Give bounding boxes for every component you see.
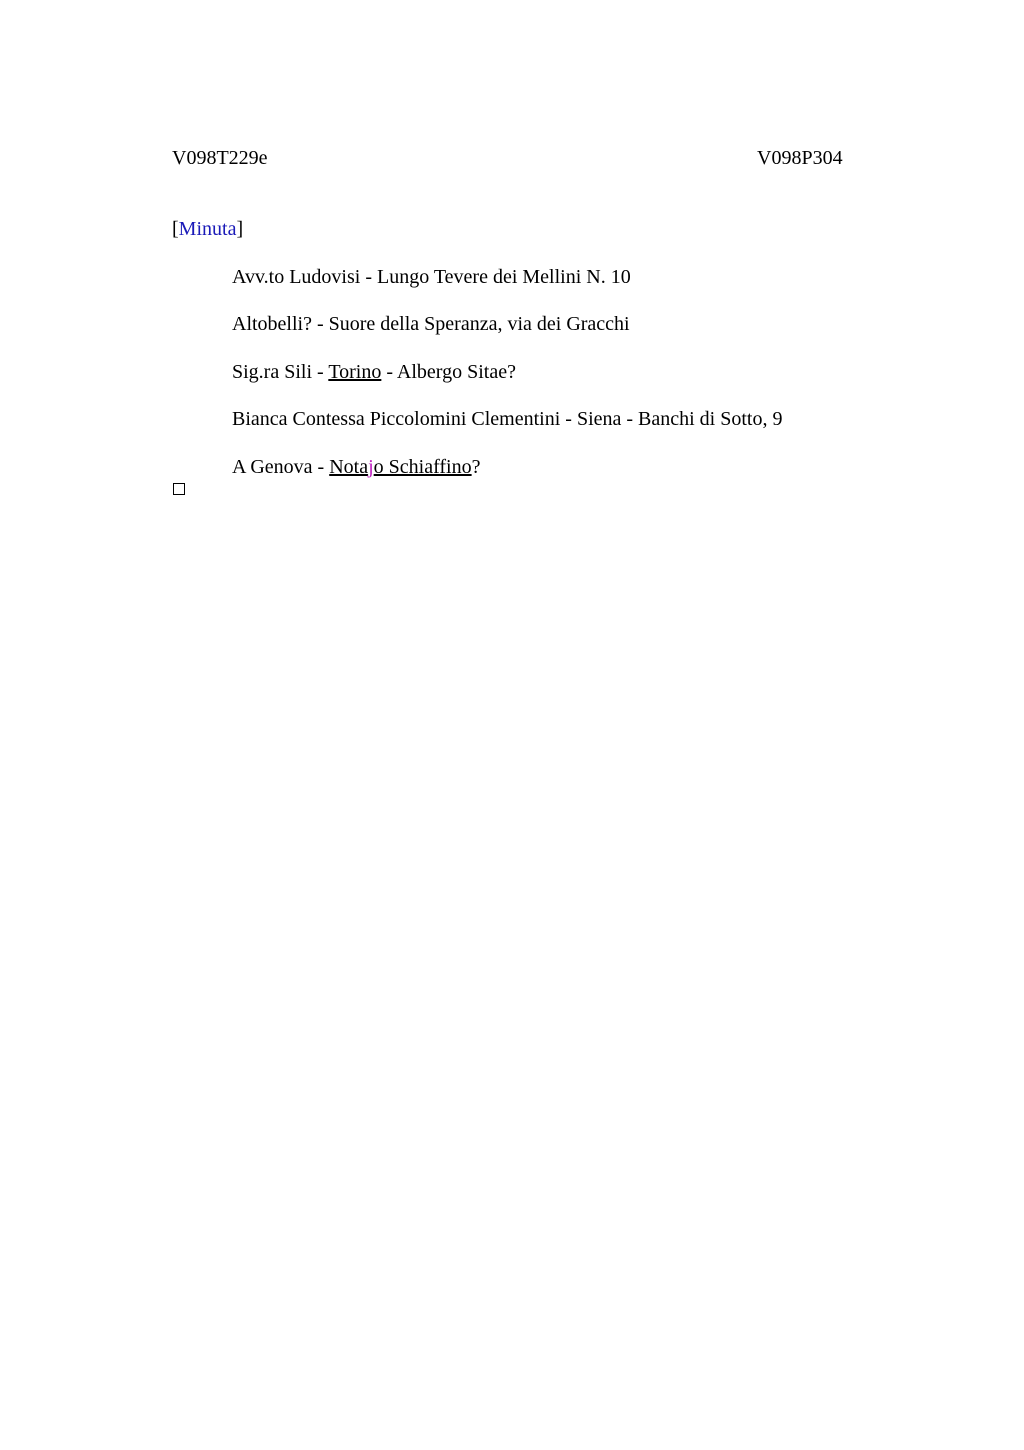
document-code-right: V098P304 <box>757 147 843 169</box>
address-entry-altobelli: Altobelli? - Suore della Speranza, via dei Gracchi <box>232 313 630 335</box>
address-entry-ludovisi: Avv.to Ludovisi - Lungo Tevere dei Mellini N. 10 <box>232 266 631 288</box>
entry-sili-prefix: Sig.ra Sili - <box>232 361 329 383</box>
entry-genova-suffix: ? <box>471 456 481 478</box>
entry-sili-city: Torino <box>328 361 382 383</box>
minuta-word: Minuta <box>178 218 237 240</box>
minuta-label <box>172 217 243 241</box>
minuta-open-bracket: [ <box>172 218 179 240</box>
address-entry-piccolomini: Bianca Contessa Piccolomini Clementini - Siena - Banchi di Sotto, 9 <box>232 408 783 430</box>
entry-genova-marked-letter: j <box>368 456 374 478</box>
entry-genova-underlined-part1: Nota <box>329 456 369 478</box>
entry-genova-prefix: A Genova - <box>232 456 330 478</box>
checkbox-square-icon <box>173 483 185 495</box>
address-entry-genova <box>232 455 481 479</box>
address-entry-sili <box>232 360 516 384</box>
document-code-left: V098T229e <box>172 147 268 169</box>
minuta-close-bracket: ] <box>236 218 244 240</box>
entry-sili-suffix: - Albergo Sitae? <box>381 361 516 383</box>
entry-genova-underlined-part2: o Schiaffino <box>373 456 472 478</box>
